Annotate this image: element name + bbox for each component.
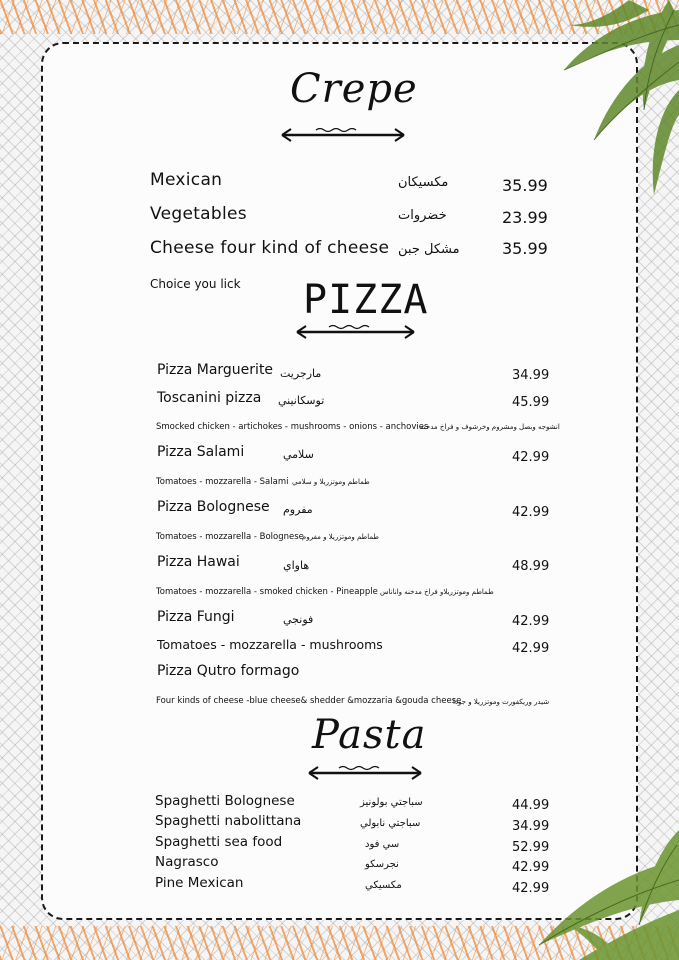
pizza-item-arabic: مارجريت: [280, 367, 322, 380]
pizza-item-name: Pizza Fungi: [157, 609, 235, 625]
pasta-item-name: Spaghetti Bolognese: [155, 793, 295, 809]
pizza-item-description-arabic: طماطم وموتزريلاو فراخ مدخنه واناناس: [380, 588, 494, 596]
crepe-item-price: 35.99: [502, 176, 548, 195]
pizza-item-arabic: سلامي: [283, 448, 314, 461]
pizza-item-price: 42.99: [512, 614, 550, 629]
pasta-item-price: 42.99: [512, 860, 550, 875]
pasta-item-arabic: سي فود: [365, 839, 400, 850]
crepe-item-name: Cheese four kind of cheese: [150, 238, 390, 258]
pizza-item-arabic: فونجي: [283, 613, 314, 626]
pizza-section-title: PIZZA: [303, 277, 429, 323]
crepe-item-price: 35.99: [502, 239, 548, 258]
pizza-item-price: 42.99: [512, 641, 550, 656]
crepe-section-title: Crepe: [290, 66, 418, 112]
pasta-item-name: Nagrasco: [155, 854, 219, 870]
pasta-item-arabic: مكسيكي: [365, 880, 402, 891]
crepe-item-arabic: مكسيكان: [398, 175, 449, 190]
pasta-item-name: Spaghetti sea food: [155, 834, 283, 850]
pizza-item-name: Pizza Hawai: [157, 554, 240, 570]
pizza-item-description-arabic: شيدر وريكفورت وموتزريلا و جودا: [453, 698, 550, 706]
pizza-item-description: Four kinds of cheese -blue cheese& shedder &mozzaria &gouda cheese: [156, 696, 462, 706]
pizza-item-description: Tomatoes - mozzarella - Salami: [156, 477, 289, 487]
pizza-item-price: 42.99: [512, 505, 550, 520]
pizza-item-name: Toscanini pizza: [157, 390, 262, 406]
pizza-item-name: Pizza Bolognese: [157, 499, 270, 515]
pasta-section-title: Pasta: [312, 712, 427, 758]
pizza-arrow-divider: [293, 323, 418, 341]
crepe-arrow-divider: [278, 126, 408, 144]
pasta-item-arabic: نجرسكو: [365, 859, 399, 870]
pizza-item-description: Tomatoes - mozzarella - Bolognese: [156, 532, 304, 542]
pizza-item-description-arabic: طماطم وموتزريلا و سلامي: [292, 478, 370, 486]
pizza-item-description: Smocked chicken - artichokes - mushrooms - onions - anchovies: [156, 422, 429, 432]
pasta-item-price: 44.99: [512, 798, 550, 813]
pizza-item-price: 42.99: [512, 450, 550, 465]
pizza-item-arabic: مفروم: [283, 503, 313, 516]
pizza-item-price: 34.99: [512, 368, 550, 383]
pizza-item-description: Tomatoes - mozzarella - smoked chicken - Pineapple: [156, 587, 378, 597]
pizza-item-arabic: توسكانيني: [278, 394, 325, 407]
pizza-item-name: Pizza Qutro formago: [157, 663, 300, 679]
pizza-item-price: 48.99: [512, 559, 550, 574]
pasta-arrow-divider: [305, 764, 425, 782]
crepe-item-name: Vegetables: [150, 204, 247, 224]
palm-leaves-top-illustration: [509, 0, 679, 200]
pizza-item-name: Pizza Marguerite: [157, 362, 274, 378]
crepe-note: Choice you lick: [150, 277, 241, 291]
pasta-item-arabic: سباجتي نابولي: [360, 818, 421, 829]
pasta-item-price: 52.99: [512, 840, 550, 855]
pasta-item-price: 34.99: [512, 819, 550, 834]
crepe-item-name: Mexican: [150, 170, 223, 190]
pizza-item-description-arabic: طماطم وموتزريلا و مفروم: [302, 533, 379, 541]
pizza-item-arabic: هاواي: [283, 559, 310, 572]
pizza-item-description-arabic: انشوجه وبصل ومشروم وخرشوف و فراخ مدخنه: [420, 423, 560, 431]
crepe-item-arabic: مشكل جبن: [398, 242, 460, 257]
crepe-item-price: 23.99: [502, 208, 548, 227]
pizza-item-name: Pizza Salami: [157, 444, 245, 460]
pasta-item-price: 42.99: [512, 881, 550, 896]
pasta-item-arabic: سباجتي بولونيز: [360, 797, 423, 808]
pizza-item-name: Tomatoes - mozzarella - mushrooms: [157, 637, 383, 652]
crepe-item-arabic: خضروات: [398, 208, 447, 223]
pasta-item-name: Spaghetti nabolittana: [155, 813, 302, 829]
pasta-item-name: Pine Mexican: [155, 875, 244, 891]
pizza-item-price: 45.99: [512, 395, 550, 410]
